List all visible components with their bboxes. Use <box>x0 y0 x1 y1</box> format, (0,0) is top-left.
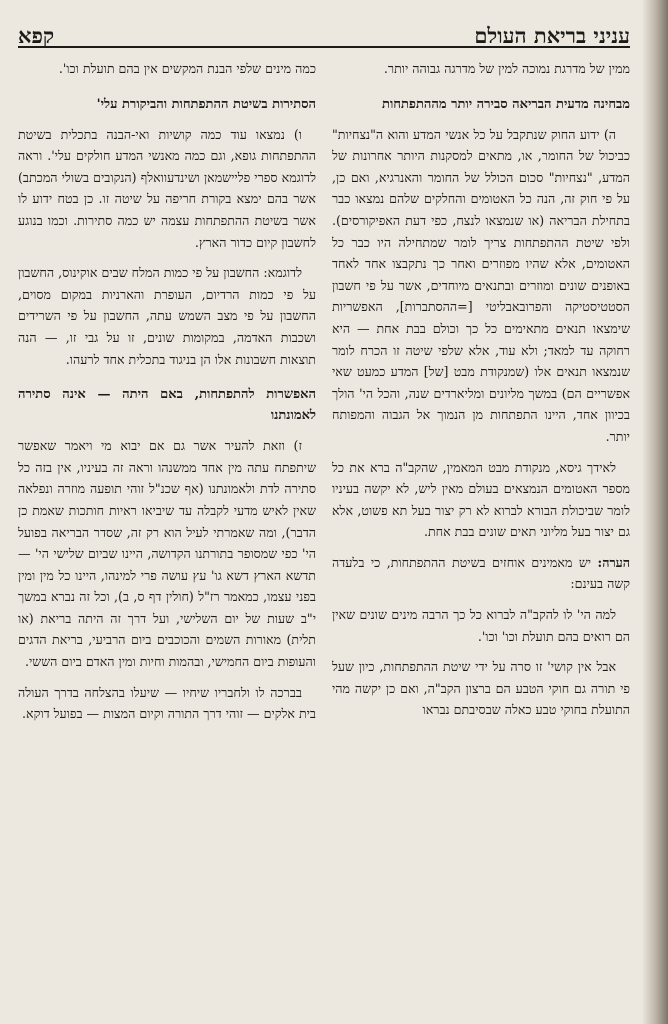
paragraph: ממין של מדרגת נמוכה למין של מדרגה גבוהה יותר. <box>383 61 630 76</box>
section-heading: הסתירות בשיטת ההתפתחות והביקורת עלי' <box>96 96 316 112</box>
section-heading: האפשרות להתפתחות, באם היתה — אינה סתירה לאמונתנו <box>18 387 316 424</box>
paragraph: לאידך גיסא, מנקודת מבט המאמין, שהקב"ה ברא את כל מספר האטומים הנמצאים בעולם מאין ליש, לא יקשה בעיניו לומר שביכולת הבורא לברוא לא רק יצור בעל תא פשוט, אלא גם יצור בעל מליוני תאים שונים בבת אחת. <box>332 459 630 540</box>
note-text: יש מאמינים אוחזים בשיטת ההתפתחות, כי בלעדה קשה בעינם: <box>332 554 630 592</box>
running-title: עניני בריאת העולם <box>474 23 630 48</box>
running-header <box>18 10 630 48</box>
left-column <box>18 58 316 1024</box>
section-heading: מבחינה מדעית הבריאה סבירה יותר מההתפתחות <box>382 96 630 112</box>
book-spine-shadow <box>642 0 668 1024</box>
paragraph: כמה מינים שלפי הבנת המקשים אין בהם תועלת וכו'. <box>58 61 316 76</box>
note-paragraph <box>332 552 630 595</box>
quote-paragraph: למה הי' לו להקב"ה לברוא כל כך הרבה מינים שונים שאין הם רואים בהם תועלת וכו' וכו'. <box>332 607 630 644</box>
right-column <box>332 58 630 1024</box>
note-label: הערה: <box>597 554 630 570</box>
paragraph: לדוגמא: החשבון על פי כמות המלח שבים אוקינוס, החשבון על פי כמות הרדיום, העופרת והארניות במקום מסוים, החשבון על פי מצב השמש עתה, החשבון על פי השרידים ושכבות האדמה, במקומות שונים, זו על גבי זו, — הנה תוצאות חשבונות אלו הן בניגוד בתכלית אחד לרעהו. <box>18 265 316 367</box>
paragraph: ו) נמצאו עוד כמה קושיות ואי-הבנה בתכלית בשיטת ההתפתחות גופא, וגם כמה מאנשי המדע חולקים עלי'. וראה לדוגמא ספרי פליישמאן ושינדעוואלף (הנקובים בשולי המכתב) אשר בהם ימצא בקורת חריפה על שיטה זו. כן בטח ידוע לו אשר בשיטת ההתפתחות עצמה יש כמה סתירות. וכמו בנוגע לחשבון קיום כדור הארץ. <box>18 126 316 250</box>
paragraph: בברכה לו ולחבריו שיחיו — שיעלו בהצלחה בדרך העולה בית אלקים — זוהי דרך התורה וקיום המצות — בפועל דוקא. <box>18 684 316 722</box>
paragraph: אבל אין קושי' זו סרה על ידי שיטת ההתפתחות, כיון שעל פי תורה גם חוקי הטבע הם ברצון הקב"ה, ואם כן יקשה מהי התועלת בחוקי טבע כאלה שבסיבתם נבראו <box>332 659 630 718</box>
page-number: קפא <box>18 23 55 48</box>
paragraph: ה) ידוע החוק שנתקבל על כל אנשי המדע והוא ה"נצחיות" כביכול של החומר, או, מתאים למסקנות היותר אחרונות של המדע, "נצחיות" סכום הכולל של החומר והאנרגיא, ואם כן, על פי חוק זה, הנה כל האטומים והחלקים שלהם נמצאו כבר בתחילת הבריאה (או שנמצאו לנצח, כפי דעת האפיקורסים). ולפי שיטת ההתפתחות צריך לומר שמתחילה היו כבר כל האטומים, אלא שהיו מפוזרים ואחר כך נתקבצו אחד לאחד באופנים שונים ומוזרים ובתנאים מיוחדים, אשר על פי חשבון הסטטיסטיקה והפרובאבליטי [=ההסתברות], האפשריות שימצאו תנאים מתאימים כל כך וכולם בבת אחת — היא רחוקה עד למאד; ולא עוד, אלא שלפי שיטה זו הכרח לומר שנמצאו תנאים אלו (שמנקודת מבט [של] המדע כמעט שאי אפשריים הם) במשך מליונים ומליארדים שנה, והכל הי' הולך בכיוון אחד, היינו התפתחות מן הנמוך אל הגבוה והמפותח יותר. <box>332 126 630 444</box>
paragraph: ז) וזאת להעיר אשר גם אם יבוא מי ויאמר שאפשר שיתפתח עתה מין אחד ממשנהו וראה זה בעיניו, אין בזה כל סתירה לדת ולאמונתנו (אף שכנ"ל זוהי תופעה מוזרה ונפלאה שאין לאיש מדעי לקבלה עד שיביאו ראיות חותכות שאמת כן הדבר), ומה שאמרתי לעיל הוא רק זה, שסדר הבריאה בפועל הי' כפי שמסופר בתורתנו הקדושה, היינו שביום שלישי הי' — תדשא הארץ דשא גו' עץ עושה פרי למינהו, היינו כל מין ומין בפני עצמו, כמאמר רז"ל (חולין דף ס, ב), וכל זה נברא במשך י"ב שעות של יום השלישי, ועל דרך זה היתה בריאת (או תלית) מאורות השמים והכוכבים ביום הרביעי, בריאת הדגים והעופות ביום החמישי, ובהמות וחיות ומין האדם ביום הששי. <box>18 438 316 670</box>
text-columns <box>18 58 630 1024</box>
